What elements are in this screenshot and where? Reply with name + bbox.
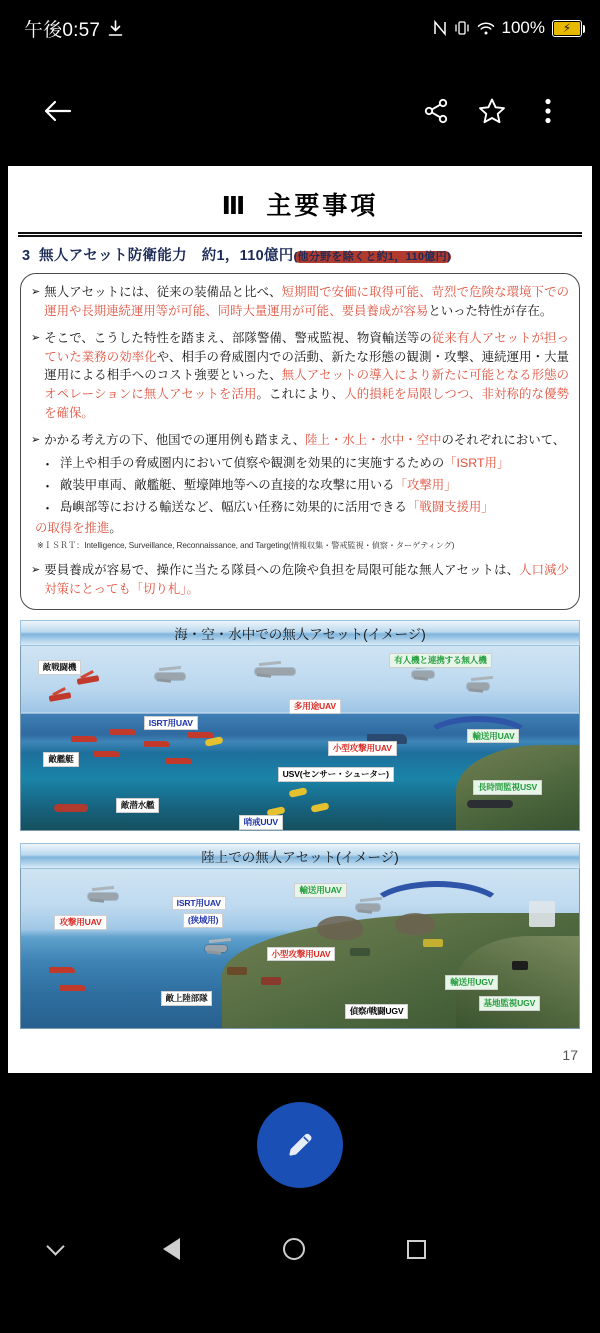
wifi-icon bbox=[477, 21, 495, 36]
text-run: 従来有人アセットが担っていた業務の効率化 bbox=[44, 330, 569, 364]
bullet-marker: ・ bbox=[41, 500, 55, 516]
enemy-submarine bbox=[54, 804, 88, 812]
isrt-uav-craft bbox=[155, 673, 185, 680]
figure-caption: 陸上での無人アセット(イメージ) bbox=[20, 843, 580, 869]
enemy-ship bbox=[188, 732, 214, 738]
battery-percent: 100% bbox=[501, 18, 545, 37]
edit-fab-button[interactable] bbox=[257, 1102, 343, 1188]
section-heading bbox=[22, 244, 578, 265]
text-run: の取得を推進 bbox=[35, 520, 110, 535]
text-run: 無人アセットには、従来の装備品と比べ、 bbox=[44, 285, 282, 299]
landing-craft bbox=[60, 985, 86, 991]
multirole-uav-craft bbox=[255, 668, 295, 675]
text-run: 島嶼部等における輸送など、幅広い任務に効果的に活用できる bbox=[60, 499, 407, 514]
text-run: といった特性が存在。 bbox=[428, 303, 553, 318]
figure-label: 輸送用UAV bbox=[294, 883, 346, 898]
title-divider bbox=[18, 232, 582, 237]
pencil-edit-icon bbox=[282, 1127, 318, 1163]
hide-keyboard-button[interactable] bbox=[0, 1246, 110, 1253]
bullet-marker: ➢ bbox=[31, 286, 41, 298]
paragraph bbox=[31, 561, 569, 599]
figure-label: ISRT用UAV bbox=[172, 896, 226, 911]
sub-list-tail bbox=[31, 519, 569, 539]
nav-back-button[interactable] bbox=[110, 1238, 233, 1260]
text-run: 人口減少対策にとっても「切り札」。 bbox=[44, 563, 569, 596]
document-viewer[interactable] bbox=[0, 166, 600, 1073]
sub-item bbox=[31, 497, 569, 519]
text-run: 。これにより、 bbox=[256, 387, 345, 402]
friendly-submarine bbox=[467, 800, 513, 808]
star-icon[interactable] bbox=[464, 83, 520, 139]
text-run: 洋上や相手の脅威圏内において偵察や観測を効果的に実施するための bbox=[60, 455, 445, 470]
text-run: 敵装甲車両、敵艦艇、塹壕陣地等への直接的な攻撃に用いる bbox=[60, 477, 395, 492]
text-run: 。 bbox=[109, 520, 122, 535]
text-run: そこで、こうした特性を踏まえ、部隊警備、警戒監視、物資輸送等の bbox=[44, 330, 432, 345]
attack-uav-craft bbox=[88, 893, 118, 900]
base-surveillance-ugv bbox=[512, 961, 528, 970]
figure-label: 敵艦艇 bbox=[43, 752, 78, 767]
figure-label: 敵上陸部隊 bbox=[161, 991, 213, 1006]
figure-label: 有人機と連携する無人機 bbox=[389, 653, 491, 668]
figure-scene bbox=[20, 869, 580, 1029]
page-title-numeral: Ⅲ bbox=[221, 191, 249, 220]
text-run: 「攻撃用」 bbox=[394, 477, 457, 492]
status-bar bbox=[0, 0, 600, 56]
paragraph bbox=[31, 329, 569, 423]
fab-container bbox=[0, 1073, 600, 1218]
system-nav-bar bbox=[0, 1218, 600, 1281]
clock: 午後0:57 bbox=[24, 19, 101, 41]
figure-land bbox=[20, 843, 580, 1029]
figure-label: 輸送用UAV bbox=[467, 729, 519, 744]
figure-label: 敵潜水艦 bbox=[116, 798, 160, 813]
app-toolbar bbox=[0, 56, 600, 166]
text-run: 人的損耗を局限しつつ、非対称的な優勢を確保。 bbox=[44, 387, 569, 421]
section-number: 3 bbox=[22, 248, 31, 264]
paragraph bbox=[31, 283, 569, 321]
sub-item-text bbox=[60, 475, 457, 497]
enemy-ship bbox=[94, 751, 120, 757]
patrol-uuv-craft bbox=[288, 787, 307, 798]
summary-callout bbox=[20, 273, 580, 610]
paragraph-text bbox=[44, 283, 569, 321]
share-icon[interactable] bbox=[408, 83, 464, 139]
nav-home-button[interactable] bbox=[233, 1238, 356, 1260]
text-run: 陸上・水上・水中・空中 bbox=[305, 432, 442, 447]
figure-label: 輸送用UGV bbox=[445, 975, 498, 990]
document-page bbox=[8, 166, 592, 1073]
text-run: 要員養成が容易で、操作に当たる隊員への危険や負担を局限可能な無人アセットは、 bbox=[44, 563, 520, 578]
sub-item-text bbox=[60, 453, 509, 475]
home-circle-icon bbox=[283, 1238, 305, 1260]
isrt-uav-narrow-craft bbox=[205, 945, 227, 952]
overflow-menu-icon[interactable] bbox=[520, 83, 576, 139]
text-run: かかる考え方の下、他国での運用例も踏まえ、 bbox=[44, 432, 306, 447]
enemy-landing-force bbox=[261, 977, 281, 985]
figure-label: 攻撃用UAV bbox=[54, 915, 106, 930]
paragraph bbox=[31, 431, 569, 450]
section-note: (他分野を除くと約1，110億円) bbox=[293, 251, 451, 263]
download-icon bbox=[108, 20, 123, 37]
bullet-marker: ➢ bbox=[31, 331, 41, 344]
back-triangle-icon bbox=[163, 1238, 180, 1260]
figure-sea-air-underwater bbox=[20, 620, 580, 831]
sub-item-text bbox=[60, 497, 494, 519]
footnote: ※ＩＳＲＴ：Intelligence, Surveillance, Reconnaissance, and Targeting(情報収集・警戒監視・偵察・ターゲティング) bbox=[37, 540, 455, 550]
paragraph-text bbox=[44, 561, 569, 599]
enemy-fighter-craft bbox=[49, 692, 72, 702]
figure-label: (狭域用) bbox=[183, 913, 224, 928]
status-bar-left bbox=[24, 15, 123, 42]
figure-label: 基地監視UGV bbox=[479, 996, 541, 1011]
figure-label: 小型攻撃用UAV bbox=[328, 741, 397, 756]
figure-caption: 海・空・水中での無人アセット(イメージ) bbox=[20, 620, 580, 646]
enemy-ship bbox=[110, 729, 136, 735]
nav-recents-button[interactable] bbox=[355, 1240, 478, 1259]
nfc-icon bbox=[433, 20, 447, 36]
figure-label: 偵察/戦闘UGV bbox=[345, 1004, 409, 1019]
landing-craft bbox=[49, 967, 75, 973]
terrain-rock bbox=[317, 916, 363, 940]
paragraph-text bbox=[44, 329, 569, 423]
manned-teamed-uav-craft bbox=[412, 671, 434, 678]
figure-label: 多用途UAV bbox=[289, 699, 341, 714]
section-title: 無人アセット防衛能力 約1，110億円 bbox=[39, 248, 294, 264]
chevron-down-icon bbox=[46, 1237, 64, 1255]
status-bar-right bbox=[433, 18, 582, 38]
base-structure bbox=[529, 901, 555, 927]
sub-item bbox=[31, 475, 569, 497]
paragraph-list bbox=[31, 283, 569, 450]
patrol-uuv-craft bbox=[311, 802, 330, 813]
figure-label: 哨戒UUV bbox=[239, 815, 283, 830]
combat-ugv bbox=[350, 948, 370, 956]
figure-label: ISRT用UAV bbox=[144, 716, 198, 731]
vibrate-icon bbox=[454, 20, 470, 36]
figure-label: 小型攻撃用UAV bbox=[267, 947, 336, 962]
recents-square-icon bbox=[407, 1240, 426, 1259]
transport-arc-arrow bbox=[367, 881, 507, 941]
text-run: 「ISRT用」 bbox=[444, 455, 510, 470]
enemy-ship bbox=[166, 758, 192, 764]
sub-item-list bbox=[31, 453, 569, 519]
text-run: 短期間で安価に取得可能、苛烈で危険な環境下での運用や長期連続運用等が可能、同時大量運用が可能、要員養成が容易 bbox=[44, 285, 569, 318]
bullet-marker: ➢ bbox=[31, 433, 41, 446]
bullet-marker: ・ bbox=[41, 478, 55, 494]
figure-label: USV(センサー・シューター) bbox=[278, 767, 394, 782]
text-run: や、相手の脅威圏内での活動、新たな形態の観測・攻撃、連続運用・大量運用による相手へのコスト強要といった、 bbox=[44, 349, 569, 383]
bullet-marker: ➢ bbox=[31, 564, 41, 577]
manned-teamed-uav-craft bbox=[467, 683, 489, 690]
back-arrow-icon[interactable] bbox=[30, 83, 86, 139]
last-paragraph bbox=[31, 561, 569, 599]
figure-label: 敵戦闘機 bbox=[38, 660, 82, 675]
battery-charging-icon: ⚡ bbox=[552, 20, 582, 37]
text-run: 「戦闘支援用」 bbox=[406, 499, 494, 514]
figure-scene bbox=[20, 646, 580, 831]
text-run: のそれぞれにおいて、 bbox=[441, 432, 566, 447]
page-title-text: 主要事項 bbox=[266, 191, 379, 220]
paragraph-text bbox=[44, 431, 569, 450]
text-run: 無人アセットの導入により新たに可能となる形態のオペレーションに無人アセットを活用 bbox=[44, 368, 569, 402]
enemy-ship bbox=[71, 736, 97, 742]
enemy-fighter-craft bbox=[76, 675, 99, 685]
page-number: 17 bbox=[562, 1046, 578, 1063]
figure-label: 長時間監視USV bbox=[473, 780, 542, 795]
sub-item bbox=[31, 453, 569, 475]
bullet-marker: ・ bbox=[41, 456, 55, 472]
enemy-landing-force bbox=[227, 967, 247, 975]
page-title bbox=[8, 180, 592, 232]
enemy-ship bbox=[144, 741, 170, 747]
